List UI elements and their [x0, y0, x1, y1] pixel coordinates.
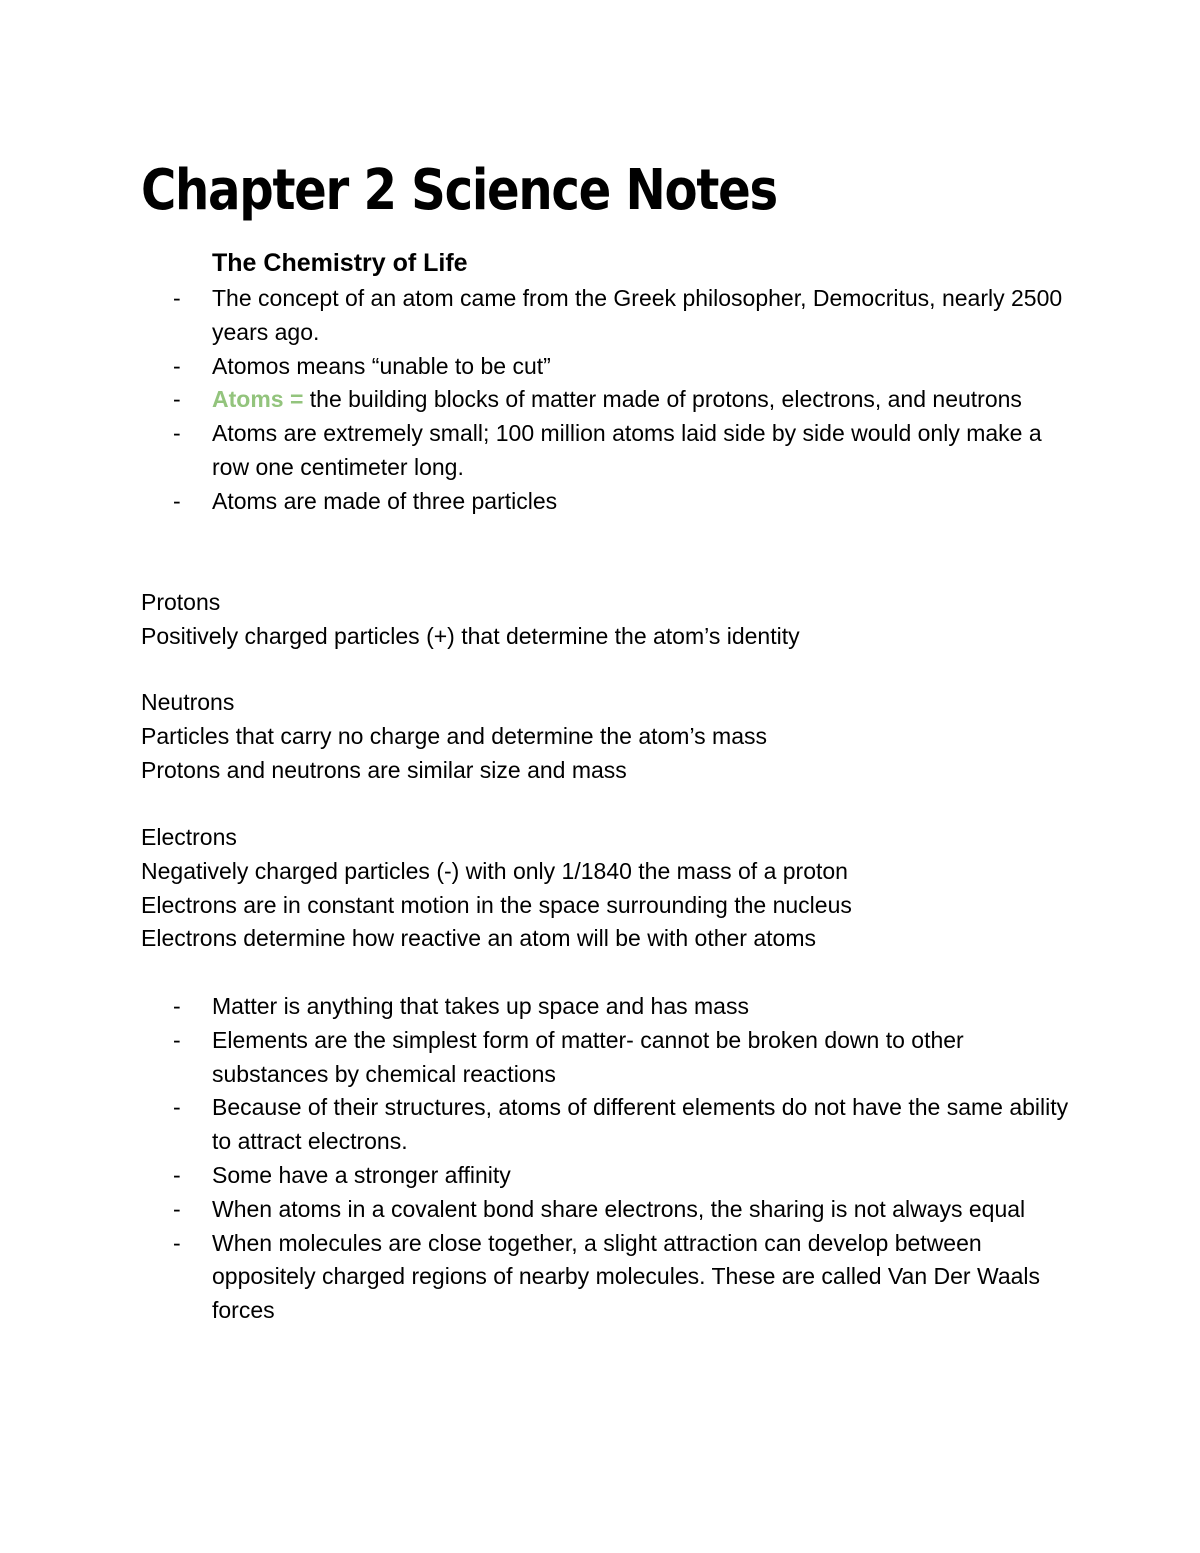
- section-heading: Electrons: [141, 824, 237, 850]
- bullet-text: The concept of an atom came from the Greek philosopher, Democritus, nearly 2500 years ago.: [212, 285, 1063, 345]
- bullet-text: Some have a stronger affinity: [212, 1161, 511, 1188]
- bullet-dash: -: [173, 352, 181, 379]
- highlight-term: Atoms =: [212, 386, 304, 413]
- neutrons-section: [141, 686, 1101, 787]
- section-subtitle: The Chemistry of Life: [212, 249, 468, 277]
- list-item: [0, 383, 1200, 417]
- bullet-text: Elements are the simplest form of matter- cannot be broken down to other substances by chemical reactions: [212, 1026, 964, 1087]
- section-line: Negatively charged particles (-) with only 1/1840 the mass of a proton: [141, 857, 848, 884]
- bullet-text: Atoms are made of three particles: [212, 487, 558, 514]
- bullet-dash: -: [173, 1195, 181, 1222]
- list-item: [0, 350, 1200, 384]
- electrons-section: [141, 821, 1101, 956]
- bullet-dash: -: [173, 420, 181, 447]
- list-item: [0, 485, 1200, 519]
- section-line: Electrons are in constant motion in the space surrounding the nucleus: [141, 891, 852, 918]
- bullet-text: Matter is anything that takes up space and has mass: [212, 993, 749, 1019]
- bullet-dash: -: [173, 386, 181, 413]
- intro-bullet-list: [0, 282, 1200, 519]
- matter-bullet-list: [0, 990, 1200, 1328]
- list-item: [0, 417, 1200, 485]
- list-item: [0, 1024, 1200, 1092]
- list-item: [0, 282, 1200, 350]
- bullet-text: Atoms are extremely small; 100 million atoms laid side by side would only make a row one centimeter long.: [212, 420, 1042, 480]
- bullet-text: Because of their structures, atoms of different elements do not have the same ability to attract electrons.: [212, 1094, 1069, 1155]
- section-heading: Neutrons: [141, 689, 235, 715]
- bullet-dash: -: [173, 1094, 181, 1121]
- bullet-text: the building blocks of matter made of protons, electrons, and neutrons: [303, 386, 1022, 413]
- section-heading: Protons: [141, 589, 221, 615]
- bullet-text: When atoms in a covalent bond share electrons, the sharing is not always equal: [212, 1195, 1026, 1222]
- section-line: Protons and neutrons are similar size and mass: [141, 756, 627, 783]
- bullet-dash: -: [173, 1229, 181, 1256]
- bullet-dash: -: [173, 993, 181, 1019]
- bullet-text: When molecules are close together, a slight attraction can develop between oppositely charged regions of nearby molecules. These are called Van Der Waals forces: [212, 1229, 1041, 1324]
- bullet-dash: -: [173, 487, 181, 514]
- list-item: [0, 1227, 1200, 1328]
- list-item: [0, 1091, 1200, 1159]
- page-title: Chapter 2 Science Notes: [141, 158, 777, 223]
- section-line: Electrons determine how reactive an atom will be with other atoms: [141, 925, 816, 952]
- protons-section: [141, 586, 1101, 654]
- bullet-dash: -: [173, 285, 181, 311]
- list-item: [0, 1159, 1200, 1193]
- list-item: [0, 990, 1200, 1024]
- bullet-dash: -: [173, 1026, 181, 1053]
- section-line: Particles that carry no charge and determine the atom’s mass: [141, 722, 767, 749]
- list-item: [0, 1193, 1200, 1227]
- bullet-dash: -: [173, 1161, 181, 1188]
- bullet-text: Atomos means “unable to be cut”: [212, 352, 551, 379]
- section-line: Positively charged particles (+) that determine the atom’s identity: [141, 622, 800, 649]
